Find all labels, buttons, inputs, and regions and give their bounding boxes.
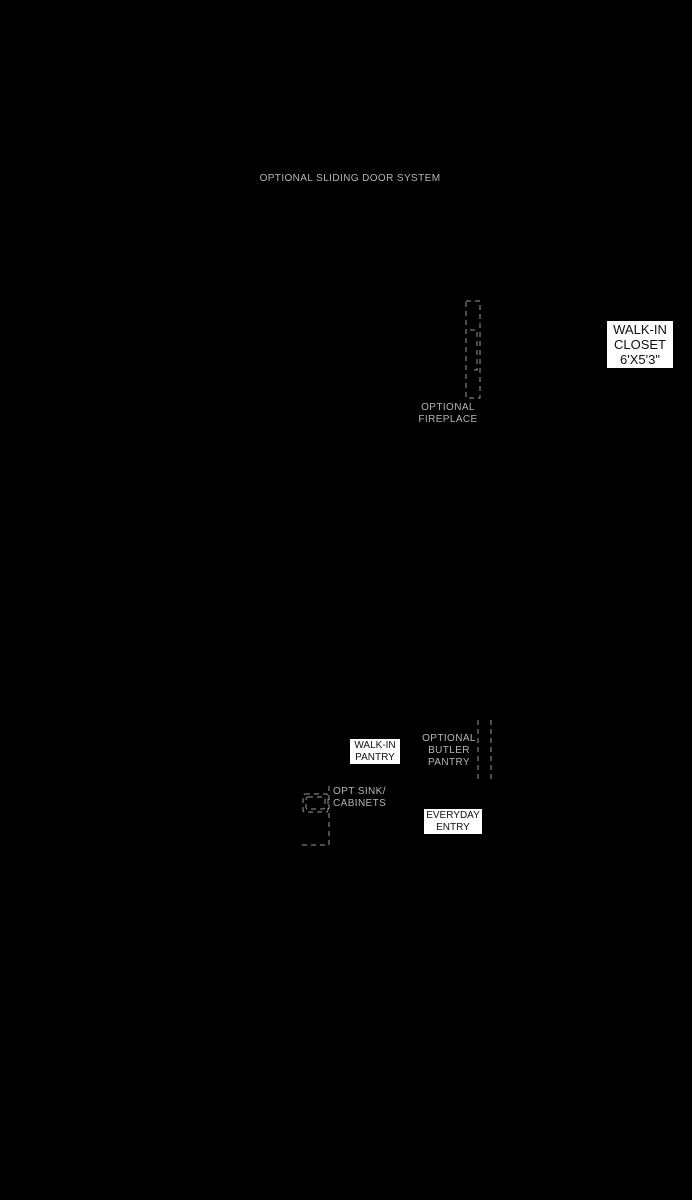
walk-in-pantry-label — [350, 739, 400, 764]
everyday-entry-line-2: ENTRY — [436, 821, 470, 833]
fireplace-note-line-2: FIREPLACE — [418, 414, 478, 425]
sink-cabinets-line-1: OPT SINK/ — [333, 786, 386, 797]
walk-in-pantry-line-2: PANTRY — [355, 751, 395, 763]
walk-in-pantry-line-1: WALK-IN — [354, 740, 396, 751]
sink-cabinets-outline — [302, 786, 329, 845]
fireplace-outline — [466, 301, 480, 398]
sink-cabinets-line-2: CABINETS — [333, 798, 387, 809]
butler-pantry-line-1: OPTIONAL — [422, 733, 476, 744]
walk-in-closet-label — [607, 321, 673, 368]
walk-in-closet-line-1: WALK-IN — [613, 322, 667, 337]
fireplace-note-line-1: OPTIONAL — [421, 402, 475, 413]
butler-pantry-line-3: PANTRY — [427, 757, 471, 768]
walk-in-closet-dimensions: 6'X5'3" — [620, 352, 660, 367]
butler-pantry-note — [414, 733, 484, 769]
butler-pantry-line-2: BUTLER — [428, 745, 470, 756]
walk-in-closet-line-2: CLOSET — [613, 337, 666, 352]
sink-cabinets-note — [333, 786, 403, 810]
everyday-entry-label — [424, 809, 482, 834]
sliding-door-note: OPTIONAL SLIDING DOOR SYSTEM — [259, 173, 441, 184]
everyday-entry-line-1: EVERYDAY — [426, 810, 480, 821]
fireplace-note — [407, 402, 489, 426]
